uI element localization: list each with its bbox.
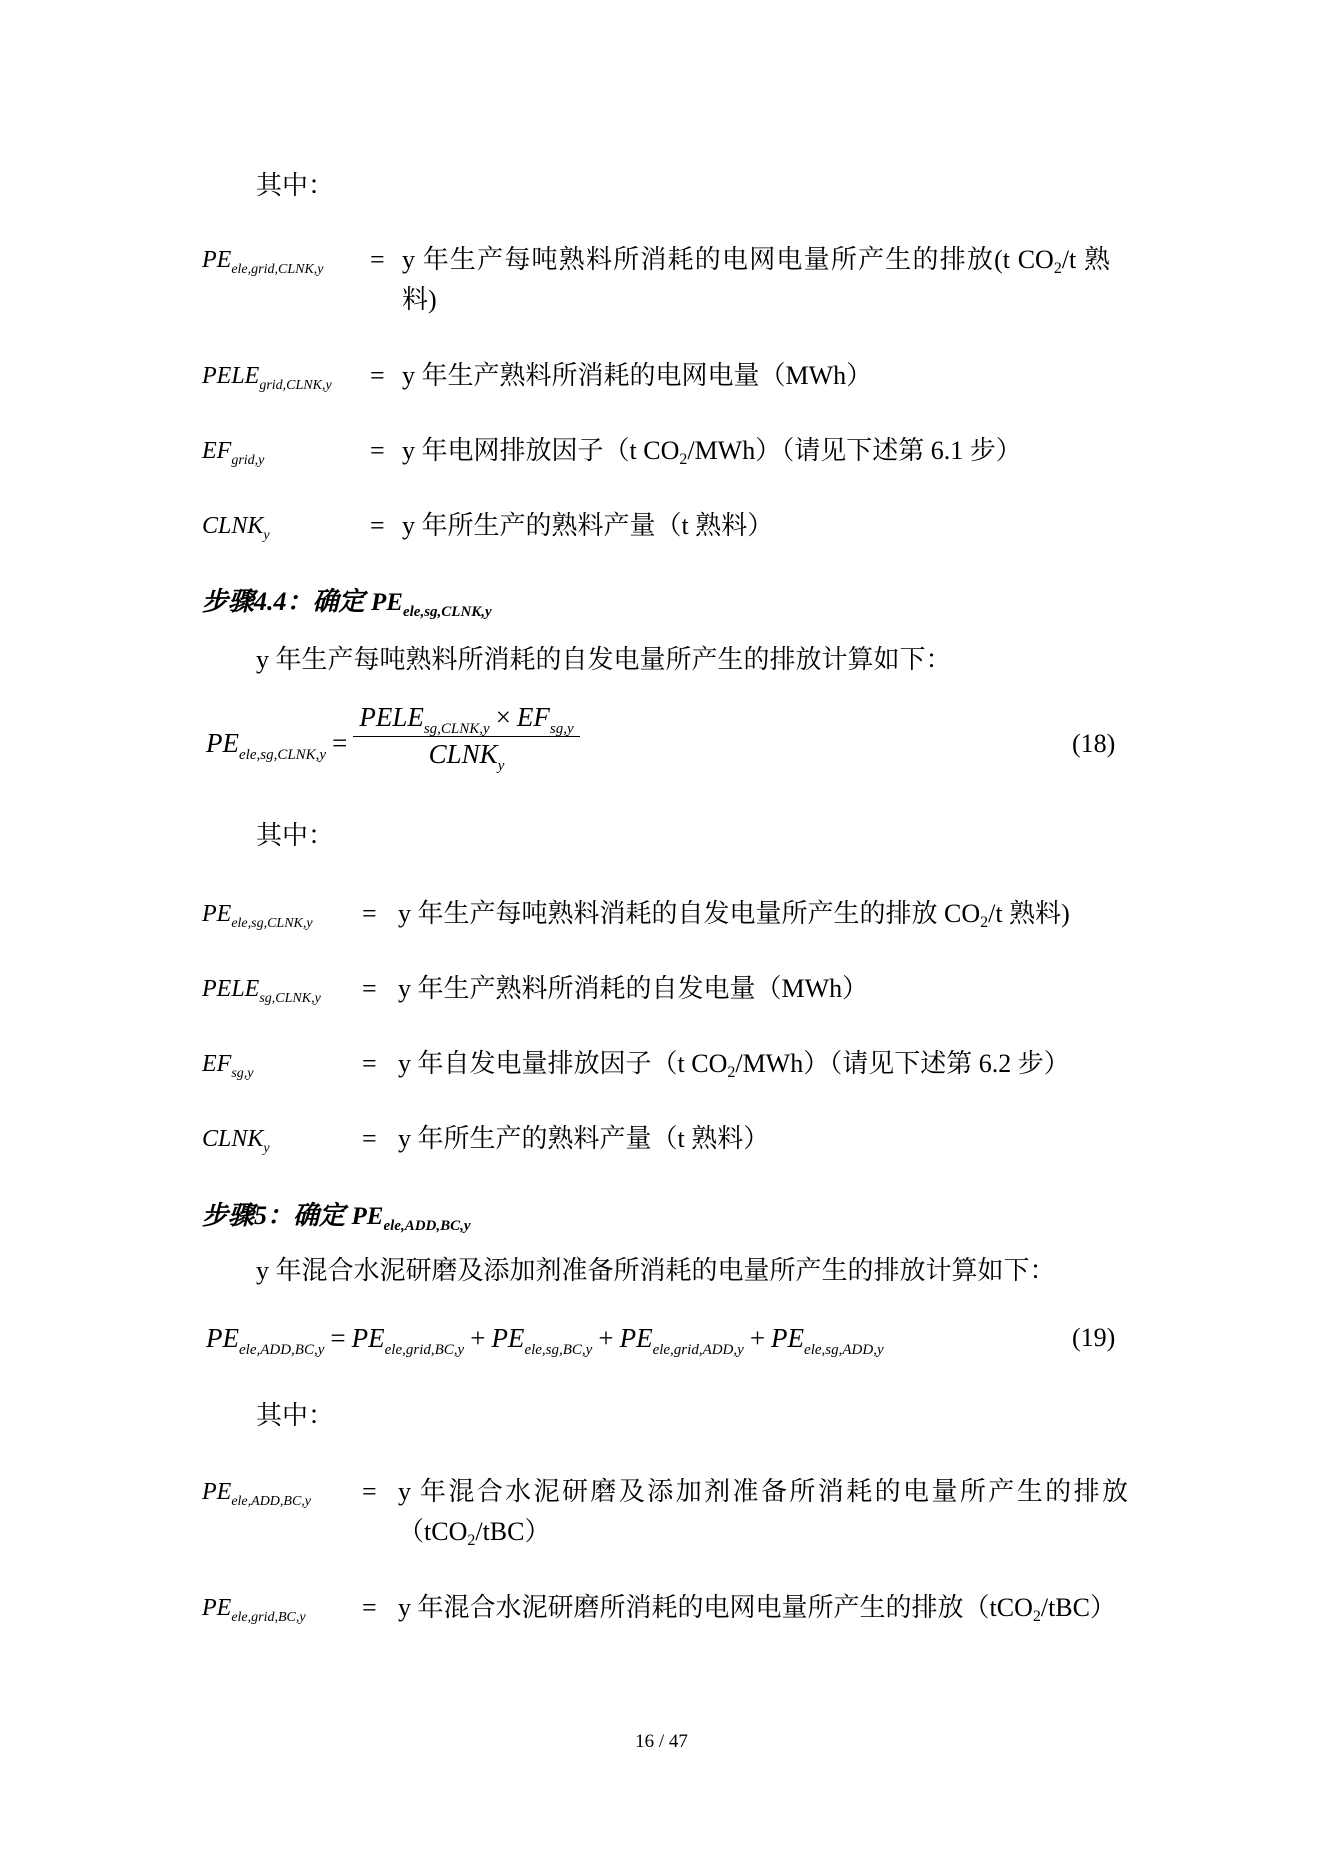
symbol-subscript: ele,sg,CLNK,y <box>231 916 313 931</box>
formula-subscript: ele,grid,BC,y <box>384 1342 465 1358</box>
heading-symbol-subscript: ele,sg,CLNK,y <box>402 604 492 620</box>
heading-text: 步骤4.4：确定 <box>202 587 372 616</box>
symbol-main: EF <box>202 438 232 464</box>
formula-subscript: ele,grid,ADD,y <box>652 1342 744 1358</box>
formula-subscript: ele,sg,BC,y <box>524 1342 593 1358</box>
co2-subscript: 2 <box>1032 1608 1041 1625</box>
definition-text-part: y 年所生产的熟料产量（t 熟料） <box>402 511 774 540</box>
fraction-numerator <box>353 700 579 736</box>
intro-paragraph: y 年生产每吨熟料所消耗的自发电量所产生的排放计算如下： <box>256 645 952 674</box>
definition-text-part: /tBC） <box>1040 1593 1116 1622</box>
symbol <box>202 1044 254 1084</box>
formula-subscript: ele,sg,ADD,y <box>804 1342 884 1358</box>
definition-text-part: /tBC） <box>475 1517 551 1546</box>
formula-symbol: PE <box>206 728 239 758</box>
definition-row <box>202 1044 1132 1084</box>
fraction-denominator <box>428 737 505 774</box>
definition-text-part: y 年所生产的熟料产量（t 熟料） <box>398 1124 770 1153</box>
symbol <box>202 894 313 934</box>
definition-text <box>402 356 1110 396</box>
formula-symbol: PELE <box>359 702 424 732</box>
symbol <box>202 1119 270 1159</box>
symbol-main: PE <box>202 1479 232 1505</box>
definition-text <box>398 1472 1128 1552</box>
definition-row <box>202 1472 1132 1549</box>
symbol-subscript: ele,grid,CLNK,y <box>231 262 324 277</box>
symbol-main: EF <box>202 1051 232 1077</box>
symbol-main: PE <box>202 1595 232 1621</box>
definition-text <box>398 969 1128 1009</box>
co2-subscript: 2 <box>727 1064 736 1081</box>
symbol-main: PELE <box>202 363 260 389</box>
definition-text-part: /t 熟料) <box>402 245 1110 314</box>
definition-row <box>202 969 1132 1009</box>
co2-subscript: 2 <box>980 914 989 931</box>
equals-sign: = <box>370 245 385 274</box>
definition-row <box>202 894 1132 934</box>
equals-sign: = <box>362 974 377 1003</box>
definition-text-part: y 年生产每吨熟料所消耗的电网电量所产生的排放(t CO <box>402 245 1054 274</box>
where-label: 其中： <box>256 171 335 200</box>
equals-sign: = <box>332 728 348 758</box>
where-label: 其中： <box>256 1401 335 1430</box>
formula-symbol: PE <box>619 1323 653 1353</box>
where-label: 其中： <box>256 821 335 850</box>
symbol-main: PELE <box>202 976 260 1002</box>
co2-subscript: 2 <box>1053 260 1062 277</box>
equals-sign: = <box>370 436 385 465</box>
equals-sign: = <box>362 1124 377 1153</box>
equation-number: (18) <box>1072 729 1116 758</box>
symbol-main: CLNK <box>202 513 264 539</box>
definition-text <box>402 240 1110 320</box>
symbol-subscript: y <box>263 528 270 543</box>
multiply-operator: × <box>495 702 511 732</box>
equals-sign: = <box>330 1323 346 1353</box>
symbol-subscript: sg,CLNK,y <box>259 991 321 1006</box>
symbol-main: PE <box>202 247 232 273</box>
heading-text: 步骤5：确定 <box>202 1201 352 1230</box>
intro-paragraph: y 年混合水泥研磨及添加剂准备所消耗的电量所产生的排放计算如下： <box>256 1256 1056 1285</box>
definition-text-part: y 年生产每吨熟料消耗的自发电量所产生的排放 CO <box>398 899 981 928</box>
equals-sign: = <box>370 361 385 390</box>
definition-text-part: y 年生产熟料所消耗的电网电量（MWh） <box>402 361 873 390</box>
equals-sign: = <box>362 899 377 928</box>
section-heading <box>202 582 492 623</box>
symbol <box>202 356 332 396</box>
definition-text-part: /MWh）（请见下述第 6.1 步） <box>687 436 1022 465</box>
equation-lhs <box>206 728 327 763</box>
equals-sign: = <box>362 1477 377 1506</box>
co2-subscript: 2 <box>679 451 688 468</box>
symbol <box>202 240 324 280</box>
symbol <box>202 506 270 546</box>
symbol-main: CLNK <box>202 1126 264 1152</box>
equation-19 <box>206 1318 884 1358</box>
symbol-main: PE <box>202 901 232 927</box>
formula-symbol: PE <box>206 1323 239 1353</box>
symbol-subscript: y <box>263 1141 270 1156</box>
definition-text-part: y 年电网排放因子（t CO <box>402 436 680 465</box>
equals-sign: = <box>362 1593 377 1622</box>
definition-text-part: /t 熟料) <box>988 899 1070 928</box>
symbol-subscript: grid,y <box>231 453 265 468</box>
definition-row <box>202 356 1132 396</box>
symbol-subscript: sg,y <box>231 1066 254 1081</box>
definition-text <box>402 431 1110 471</box>
symbol-subscript: ele,grid,BC,y <box>231 1610 306 1625</box>
symbol <box>202 1472 311 1512</box>
formula-subscript: ele,ADD,BC,y <box>239 1342 325 1358</box>
heading-symbol: PE <box>351 1203 384 1230</box>
definition-row <box>202 1119 1132 1159</box>
equation-number: (19) <box>1072 1323 1116 1352</box>
equation-18 <box>206 700 580 774</box>
definition-text-part: y 年混合水泥研磨所消耗的电网电量所产生的排放（tCO <box>398 1593 1033 1622</box>
definition-row <box>202 1588 1132 1628</box>
symbol <box>202 1588 306 1628</box>
definition-text-part: y 年混合水泥研磨及添加剂准备所消耗的电量所产生的排放（tCO <box>398 1477 1128 1546</box>
definition-text <box>398 1588 1128 1628</box>
definition-text-part: /MWh）（请见下述第 6.2 步） <box>735 1049 1070 1078</box>
formula-subscript: sg,y <box>549 721 574 737</box>
equals-sign: = <box>370 511 385 540</box>
definition-row <box>202 240 1132 314</box>
formula-subscript: ele,sg,CLNK,y <box>239 747 327 763</box>
fraction <box>353 700 579 774</box>
definition-row <box>202 431 1132 471</box>
heading-symbol: PE <box>371 589 403 616</box>
formula-symbol: PE <box>771 1323 805 1353</box>
formula-subscript: sg,CLNK,y <box>423 721 490 737</box>
symbol <box>202 431 264 471</box>
symbol-subscript: ele,ADD,BC,y <box>231 1494 312 1509</box>
definition-text-part: y 年自发电量排放因子（t CO <box>398 1049 728 1078</box>
definition-text <box>398 1119 1128 1159</box>
definition-text <box>402 506 1110 546</box>
definition-text <box>398 894 1128 934</box>
definition-text-part: y 年生产熟料所消耗的自发电量（MWh） <box>398 974 869 1003</box>
equals-sign: = <box>362 1049 377 1078</box>
definition-row <box>202 506 1132 546</box>
definition-text <box>398 1044 1128 1084</box>
section-heading <box>202 1196 471 1237</box>
plus-operator: + <box>470 1323 486 1353</box>
page-number: 16 / 47 <box>635 1731 688 1752</box>
formula-symbol: CLNK <box>428 739 498 769</box>
heading-symbol-subscript: ele,ADD,BC,y <box>383 1218 471 1234</box>
formula-symbol: EF <box>516 702 550 732</box>
plus-operator: + <box>749 1323 766 1353</box>
formula-symbol: PE <box>351 1323 385 1353</box>
formula-subscript: y <box>497 758 505 774</box>
symbol-subscript: grid,CLNK,y <box>259 378 332 393</box>
plus-operator: + <box>598 1323 614 1353</box>
formula-symbol: PE <box>491 1323 525 1353</box>
co2-subscript: 2 <box>467 1532 476 1549</box>
symbol <box>202 969 321 1009</box>
